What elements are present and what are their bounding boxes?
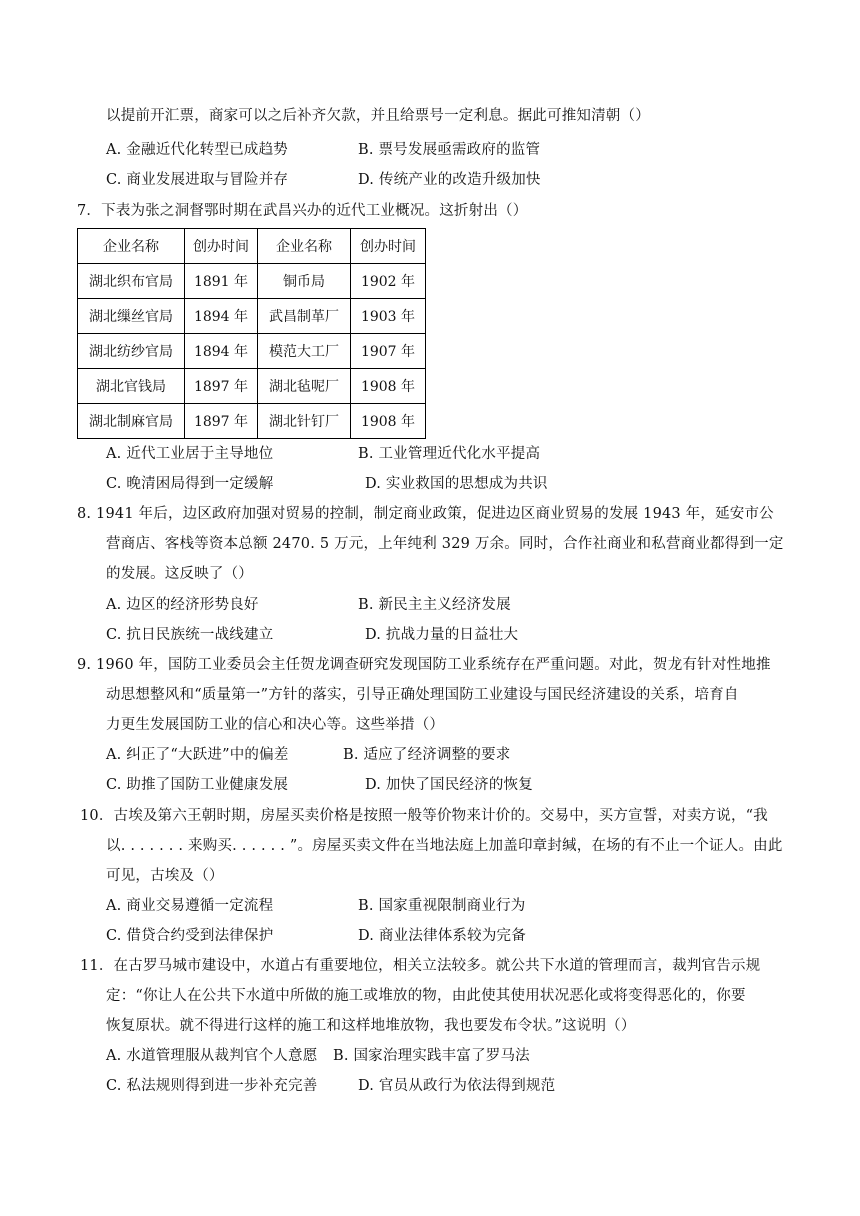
q9-option-b[interactable]: B. 适应了经济调整的要求 <box>343 747 511 763</box>
q9-option-a[interactable]: A. 纠正了“大跃进”中的偏差 <box>106 747 289 763</box>
table-row <box>78 369 426 404</box>
table-cell: 1897 年 <box>185 404 258 439</box>
table-cell: 武昌制革厂 <box>258 299 351 334</box>
table-header-cell: 创办时间 <box>185 229 258 264</box>
table-cell: 1908 年 <box>351 369 426 404</box>
table-cell: 湖北纺纱官局 <box>78 334 185 369</box>
table-cell: 1908 年 <box>351 404 426 439</box>
table-cell: 1894 年 <box>185 334 258 369</box>
q11-stem-line-1: 11．在古罗马城市建设中，水道占有重要地位，相关立法较多。就公共下水道的管理而言，裁判官告示规 <box>80 958 761 974</box>
q6-option-c[interactable]: C. 商业发展进取与冒险并存 <box>106 172 289 188</box>
table-cell: 铜币局 <box>258 264 351 299</box>
q11-stem-line-2: 定：“你让人在公共下水道中所做的施工或堆放的物，由此使其使用状况恶化或将变得恶化的，你要 <box>106 988 746 1004</box>
table-cell: 1907 年 <box>351 334 426 369</box>
q9-option-c[interactable]: C. 助推了国防工业健康发展 <box>106 777 289 793</box>
table-cell: 1894 年 <box>185 299 258 334</box>
q11-option-d[interactable]: D. 官员从政行为依法得到规范 <box>358 1078 556 1094</box>
q8-stem-line-3: 的发展。这反映了（） <box>106 566 253 582</box>
table-cell: 1902 年 <box>351 264 426 299</box>
q8-option-d[interactable]: D. 抗战力量的日益壮大 <box>365 627 519 643</box>
table-cell: 湖北织布官局 <box>78 264 185 299</box>
q10-option-b[interactable]: B. 国家重视限制商业行为 <box>358 898 526 914</box>
table-cell: 湖北缫丝官局 <box>78 299 185 334</box>
q6-option-d[interactable]: D. 传统产业的改造升级加快 <box>358 172 541 188</box>
q9-stem-line-2: 动思想整风和“质量第一”方针的落实，引导正确处理国防工业建设与国民经济建设的关系，培育自 <box>106 687 739 703</box>
q8-stem-line-1: 8. 1941 年后，边区政府加强对贸易的控制，制定商业政策，促进边区商业贸易的发展 1943 年，延安市公 <box>77 506 774 522</box>
table-header-cell: 创办时间 <box>351 229 426 264</box>
q6-stem-tail: 以提前开汇票，商家可以之后补齐欠款，并且给票号一定利息。据此可推知清朝（） <box>106 108 650 124</box>
q10-stem-line-1: 10．古埃及第六王朝时期，房屋买卖价格是按照一般等价物来计价的。交易中，买方宣誓，对卖方说，“我 <box>80 808 768 824</box>
q7-option-c[interactable]: C. 晚清困局得到一定缓解 <box>106 476 274 492</box>
q11-option-b[interactable]: B. 国家治理实践丰富了罗马法 <box>333 1048 530 1064</box>
table-cell: 1903 年 <box>351 299 426 334</box>
table-cell: 湖北制麻官局 <box>78 404 185 439</box>
q11-option-c[interactable]: C. 私法规则得到进一步补充完善 <box>106 1078 318 1094</box>
q11-stem-line-3: 恢复原状。就不得进行这样的施工和这样地堆放物，我也要发布令状。”这说明（） <box>106 1018 636 1034</box>
q11-option-a[interactable]: A. 水道管理服从裁判官个人意愿 <box>106 1048 318 1064</box>
table-row <box>78 299 426 334</box>
q9-stem-line-1: 9. 1960 年，国防工业委员会主任贺龙调查研究发现国防工业系统存在严重问题。对此，贺龙有针对性地推 <box>77 657 771 673</box>
table-row <box>78 264 426 299</box>
q6-option-a[interactable]: A. 金融近代化转型已成趋势 <box>106 142 288 158</box>
table-cell: 1897 年 <box>185 369 258 404</box>
q10-stem-line-3: 可见，古埃及（） <box>106 868 224 884</box>
table-header-cell: 企业名称 <box>258 229 351 264</box>
q8-stem-line-2: 营商店、客栈等资本总额 2470. 5 万元，上年纯利 329 万余。同时，合作社商业和私营商业都得到一定 <box>106 536 784 552</box>
q8-option-b[interactable]: B. 新民主主义经济发展 <box>358 597 511 613</box>
q7-option-a[interactable]: A. 近代工业居于主导地位 <box>106 446 274 462</box>
q7-option-d[interactable]: D. 实业救国的思想成为共识 <box>365 476 548 492</box>
q7-stem: 7．下表为张之洞督鄂时期在武昌兴办的近代工业概况。这折射出（） <box>77 203 528 219</box>
q10-stem-line-2: 以. . . . . . . 来购买. . . . . . ”。房屋买卖文件在当地法庭上加盖印章封缄，在场的有不止一个证人。由此 <box>106 838 783 854</box>
table-cell: 湖北官钱局 <box>78 369 185 404</box>
q10-option-d[interactable]: D. 商业法律体系较为完备 <box>358 928 526 944</box>
q10-option-c[interactable]: C. 借贷合约受到法律保护 <box>106 928 274 944</box>
table-header-cell: 企业名称 <box>78 229 185 264</box>
table-row <box>78 334 426 369</box>
table-cell: 湖北毡呢厂 <box>258 369 351 404</box>
table-row <box>78 404 426 439</box>
table-cell: 模范大工厂 <box>258 334 351 369</box>
q6-option-b[interactable]: B. 票号发展亟需政府的监管 <box>358 142 541 158</box>
q9-stem-line-3: 力更生发展国防工业的信心和决心等。这些举措（） <box>106 717 445 733</box>
table-header-row <box>78 229 426 264</box>
q9-option-d[interactable]: D. 加快了国民经济的恢复 <box>365 777 533 793</box>
table-cell: 湖北针钉厂 <box>258 404 351 439</box>
q10-option-a[interactable]: A. 商业交易遵循一定流程 <box>106 898 274 914</box>
q8-option-c[interactable]: C. 抗日民族统一战线建立 <box>106 627 274 643</box>
table-cell: 1891 年 <box>185 264 258 299</box>
q8-option-a[interactable]: A. 边区的经济形势良好 <box>106 597 259 613</box>
q7-factory-table <box>77 228 426 439</box>
q7-option-b[interactable]: B. 工业管理近代化水平提高 <box>358 446 541 462</box>
